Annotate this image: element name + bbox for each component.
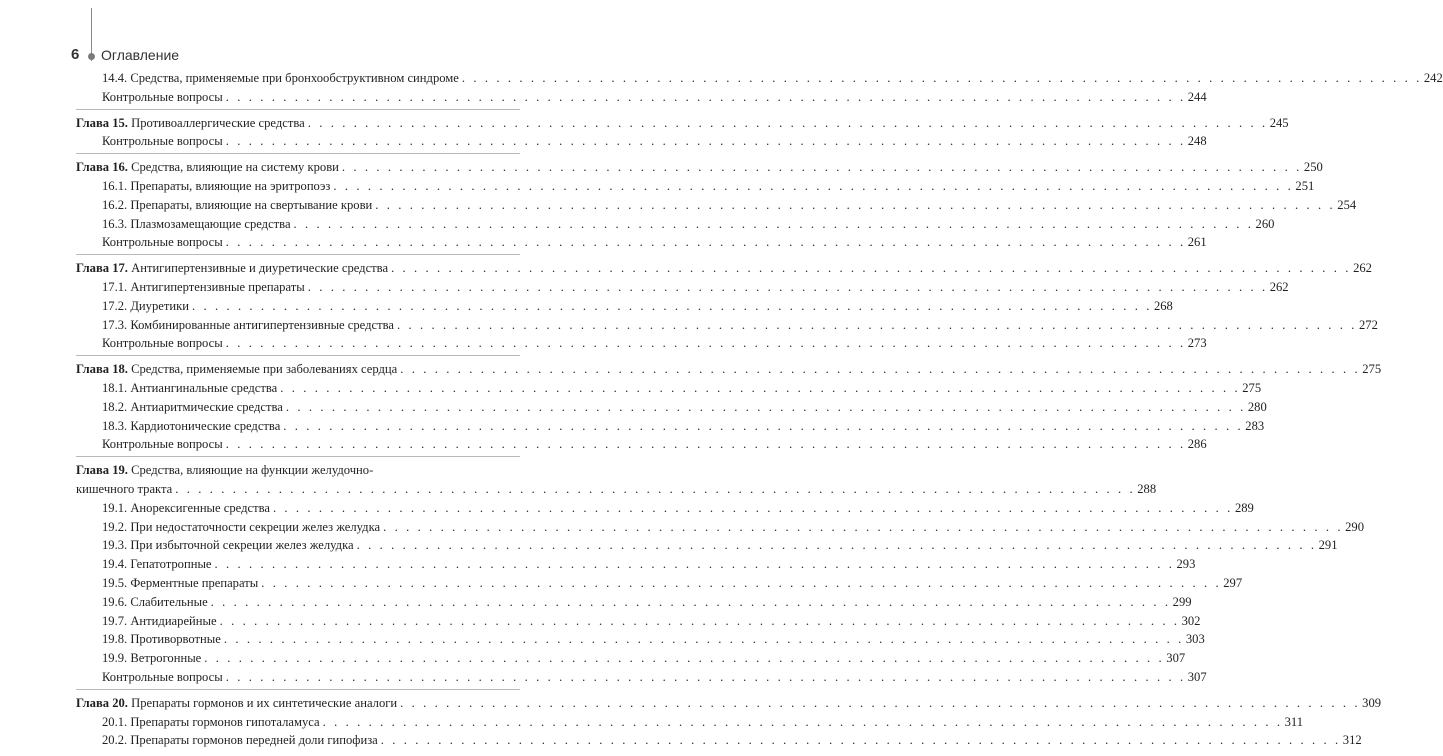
toc-page-number: 293 bbox=[1176, 557, 1196, 572]
toc-group bbox=[76, 158, 1357, 255]
toc-page-number: 242 bbox=[1423, 71, 1443, 85]
toc-entry-text bbox=[102, 297, 189, 316]
toc-entry-text bbox=[102, 177, 330, 196]
toc-chapter-entry-continued[interactable] bbox=[76, 480, 1157, 499]
toc-entry-text bbox=[102, 398, 283, 417]
toc-page-number: 309 bbox=[1362, 695, 1382, 710]
dot-leader bbox=[226, 334, 1186, 353]
toc-chapter-label: Глава 19. bbox=[76, 463, 128, 478]
toc-section-entry[interactable] bbox=[76, 574, 1243, 593]
dot-leader bbox=[357, 536, 1317, 555]
toc-section-title: 19.7. Антидиарейные bbox=[102, 613, 217, 628]
dot-leader bbox=[391, 259, 1351, 278]
toc-section-entry[interactable] bbox=[76, 630, 1205, 649]
toc-group bbox=[76, 259, 1378, 356]
toc-entry-text bbox=[76, 114, 305, 133]
toc-section-title: 18.1. Антиангинальные средства bbox=[102, 380, 278, 395]
toc-page-number: 307 bbox=[1187, 669, 1207, 684]
dot-leader bbox=[400, 694, 1360, 713]
dot-leader bbox=[283, 417, 1243, 436]
toc-page-number: 245 bbox=[1269, 115, 1289, 130]
toc-chapter-title: Средства, влияющие на функции желудочно- bbox=[131, 463, 374, 478]
toc-chapter-entry[interactable] bbox=[76, 360, 1382, 379]
toc-section-title: Контрольные вопросы bbox=[102, 336, 223, 351]
toc-page-number: 275 bbox=[1362, 362, 1382, 377]
toc-group bbox=[76, 461, 1364, 690]
dot-leader bbox=[175, 480, 1135, 499]
toc-chapter-title: Средства, влияющие на систему крови bbox=[131, 160, 339, 175]
dot-leader bbox=[342, 158, 1302, 177]
toc-chapter-label: Глава 20. bbox=[76, 695, 128, 710]
toc-section-entry[interactable] bbox=[76, 69, 1443, 88]
toc-entry-text bbox=[102, 555, 212, 574]
toc-page-number: 290 bbox=[1345, 519, 1364, 534]
toc-page-number: 303 bbox=[1185, 632, 1205, 647]
toc-entry-text bbox=[76, 461, 373, 480]
toc-entry-text bbox=[76, 694, 397, 713]
toc-entry-text bbox=[102, 417, 280, 436]
toc-section-entry[interactable] bbox=[76, 379, 1262, 398]
toc-page-number: 307 bbox=[1166, 651, 1186, 666]
toc-page-number: 289 bbox=[1234, 500, 1254, 515]
toc-chapter-title: Препараты гормонов и их синтетические аналоги bbox=[131, 695, 398, 710]
toc-section-title: 19.4. Гепатотропные bbox=[102, 557, 212, 572]
dot-leader bbox=[323, 713, 1283, 732]
toc-chapter-entry[interactable] bbox=[76, 259, 1372, 278]
toc-page-number: 311 bbox=[1284, 714, 1304, 729]
dot-leader bbox=[226, 88, 1186, 107]
toc-entry-text bbox=[102, 536, 354, 555]
toc-chapter-entry[interactable] bbox=[76, 158, 1323, 177]
toc-entry-text bbox=[76, 360, 397, 379]
toc-section-entry[interactable] bbox=[76, 196, 1357, 215]
toc-page-number: 251 bbox=[1295, 178, 1315, 193]
toc-section-entry[interactable] bbox=[76, 177, 1315, 196]
dot-leader bbox=[204, 649, 1164, 668]
dot-leader bbox=[261, 574, 1221, 593]
toc-entry-text bbox=[102, 88, 223, 107]
toc-section-entry[interactable] bbox=[76, 435, 1207, 454]
toc-group bbox=[76, 114, 1289, 155]
toc-section-entry[interactable] bbox=[76, 233, 1207, 252]
toc-entry-text bbox=[102, 233, 223, 252]
toc-page-number: 272 bbox=[1358, 317, 1378, 332]
toc-entry-text bbox=[102, 316, 394, 335]
dot-leader bbox=[220, 612, 1180, 631]
toc-section-entry[interactable] bbox=[76, 593, 1192, 612]
toc-chapter-entry[interactable] bbox=[76, 694, 1382, 713]
toc-page-number: 248 bbox=[1187, 134, 1207, 149]
toc-section-title: 17.1. Антигипертензивные препараты bbox=[102, 279, 305, 294]
toc-section-entry[interactable] bbox=[76, 668, 1207, 687]
dot-leader bbox=[280, 379, 1240, 398]
toc-entry-text bbox=[102, 649, 201, 668]
toc-page-number: 250 bbox=[1303, 160, 1323, 175]
toc-section-entry[interactable] bbox=[76, 398, 1267, 417]
toc-section-title: Контрольные вопросы bbox=[102, 235, 223, 250]
dot-leader bbox=[273, 499, 1233, 518]
table-of-contents bbox=[76, 69, 1443, 756]
toc-section-title: 19.6. Слабительные bbox=[102, 594, 208, 609]
toc-entry-text bbox=[76, 259, 388, 278]
toc-entry-text bbox=[102, 574, 258, 593]
toc-section-entry[interactable] bbox=[76, 731, 1362, 750]
toc-section-title: 16.3. Плазмозамещающие средства bbox=[102, 216, 291, 231]
dot-leader bbox=[381, 731, 1341, 750]
toc-section-title: 18.2. Антиаритмические средства bbox=[102, 399, 283, 414]
toc-section-entry[interactable] bbox=[76, 713, 1304, 732]
toc-section-title: 19.8. Противорвотные bbox=[102, 632, 221, 647]
toc-page-number: 254 bbox=[1337, 197, 1357, 212]
toc-section-title: 19.5. Ферментные препараты bbox=[102, 575, 259, 590]
toc-page-number: 262 bbox=[1353, 261, 1372, 276]
dot-leader bbox=[192, 297, 1152, 316]
toc-entry-text bbox=[102, 435, 223, 454]
toc-page-number: 262 bbox=[1269, 279, 1289, 294]
toc-page-number: 268 bbox=[1153, 298, 1173, 313]
header-bullet-dot bbox=[88, 53, 95, 60]
toc-section-title: 20.2. Препараты гормонов передней доли гипофиза bbox=[102, 733, 378, 748]
toc-page-number: 280 bbox=[1247, 399, 1267, 414]
toc-section-title: Контрольные вопросы bbox=[102, 669, 223, 684]
toc-entry-text bbox=[102, 593, 208, 612]
running-head: Оглавление bbox=[101, 47, 180, 63]
toc-section-entry[interactable] bbox=[76, 132, 1207, 151]
toc-section-title: 19.9. Ветрогонные bbox=[102, 651, 202, 666]
toc-section-title: Контрольные вопросы bbox=[102, 134, 223, 149]
toc-chapter-label: Глава 17. bbox=[76, 261, 128, 276]
toc-section-title: 19.2. При недостаточности секреции желез желудка bbox=[102, 519, 381, 534]
toc-chapter-title: Противоаллергические средства bbox=[131, 115, 305, 130]
toc-page-number: 275 bbox=[1242, 380, 1262, 395]
dot-leader bbox=[400, 360, 1360, 379]
toc-section-entry[interactable] bbox=[76, 316, 1378, 335]
toc-section-entry[interactable] bbox=[76, 612, 1201, 631]
toc-section-title: 16.1. Препараты, влияющие на эритропоэз bbox=[102, 178, 331, 193]
toc-page-number: 297 bbox=[1223, 575, 1243, 590]
toc-entry-text bbox=[102, 196, 372, 215]
toc-section-entry[interactable] bbox=[76, 417, 1265, 436]
toc-entry-text bbox=[102, 379, 277, 398]
dot-leader bbox=[286, 398, 1246, 417]
toc-chapter-label: Глава 16. bbox=[76, 160, 128, 175]
toc-chapter-title-continued: кишечного тракта bbox=[76, 481, 173, 496]
dot-leader bbox=[211, 593, 1171, 612]
toc-section-entry[interactable] bbox=[76, 649, 1186, 668]
toc-entry-text bbox=[102, 278, 305, 297]
toc-entry-text bbox=[102, 668, 223, 687]
toc-section-title: 17.2. Диуретики bbox=[102, 298, 189, 313]
toc-entry-text bbox=[76, 158, 339, 177]
toc-section-entry[interactable] bbox=[76, 518, 1364, 537]
toc-section-entry[interactable] bbox=[76, 278, 1289, 297]
toc-entry-text bbox=[102, 69, 459, 88]
toc-chapter-entry[interactable] bbox=[76, 461, 520, 480]
toc-page-number: 260 bbox=[1255, 216, 1275, 231]
toc-section-title: 20.1. Препараты гормонов гипоталамуса bbox=[102, 714, 320, 729]
toc-section-title: 19.3. При избыточной секреции желез желудка bbox=[102, 538, 354, 553]
toc-entry-text bbox=[102, 334, 223, 353]
toc-section-entry[interactable] bbox=[76, 536, 1338, 555]
toc-page-number: 261 bbox=[1187, 235, 1207, 250]
toc-entry-text bbox=[102, 499, 270, 518]
dot-leader bbox=[226, 668, 1186, 687]
dot-leader bbox=[215, 555, 1175, 574]
toc-page-number: 291 bbox=[1318, 538, 1338, 553]
toc-page-number: 244 bbox=[1187, 89, 1207, 104]
toc-entry-text bbox=[102, 612, 217, 631]
toc-page-number: 312 bbox=[1342, 733, 1362, 748]
toc-chapter-title: Средства, применяемые при заболеваниях сердца bbox=[131, 362, 398, 377]
toc-section-entry[interactable] bbox=[76, 88, 1207, 107]
dot-leader bbox=[226, 233, 1186, 252]
toc-section-title: 18.3. Кардиотонические средства bbox=[102, 418, 281, 433]
toc-section-title: 17.3. Комбинированные антигипертензивные средства bbox=[102, 317, 394, 332]
toc-page-number: 299 bbox=[1172, 594, 1192, 609]
toc-entry-text bbox=[102, 518, 380, 537]
toc-group bbox=[76, 694, 1382, 752]
dot-leader bbox=[294, 215, 1254, 234]
toc-entry-text bbox=[102, 630, 221, 649]
dot-leader bbox=[383, 518, 1343, 537]
toc-entry-text bbox=[102, 731, 378, 750]
toc-chapter-label: Глава 18. bbox=[76, 362, 128, 377]
toc-page-number: 302 bbox=[1181, 613, 1201, 628]
toc-page-number: 283 bbox=[1245, 418, 1265, 433]
toc-section-entry[interactable] bbox=[76, 334, 1207, 353]
dot-leader bbox=[226, 435, 1186, 454]
dot-leader bbox=[333, 177, 1293, 196]
toc-section-title: Контрольные вопросы bbox=[102, 437, 223, 452]
toc-group bbox=[76, 69, 1443, 110]
dot-leader bbox=[226, 132, 1186, 151]
dot-leader bbox=[375, 196, 1335, 215]
toc-chapter-label: Глава 15. bbox=[76, 115, 128, 130]
toc-entry-text bbox=[102, 132, 223, 151]
toc-chapter-entry[interactable] bbox=[76, 114, 1289, 133]
dot-leader bbox=[308, 114, 1268, 133]
dot-leader bbox=[308, 278, 1268, 297]
toc-section-title: 16.2. Препараты, влияющие на свертывание крови bbox=[102, 197, 373, 212]
toc-section-title: Контрольные вопросы bbox=[102, 89, 223, 104]
dot-leader bbox=[462, 69, 1422, 88]
toc-section-entry[interactable] bbox=[76, 297, 1173, 316]
toc-page-number: 288 bbox=[1137, 481, 1157, 496]
toc-group bbox=[76, 360, 1382, 457]
toc-section-title: 19.1. Анорексигенные средства bbox=[102, 500, 270, 515]
toc-chapter-title: Антигипертензивные и диуретические средства bbox=[131, 261, 389, 276]
toc-section-entry[interactable] bbox=[76, 499, 1254, 518]
toc-entry-text bbox=[102, 713, 320, 732]
toc-section-entry[interactable] bbox=[76, 215, 1275, 234]
page-number: 6 bbox=[71, 46, 80, 63]
toc-section-entry[interactable] bbox=[76, 555, 1196, 574]
toc-section-title: 14.4. Средства, применяемые при бронхообструктивном синдроме bbox=[102, 71, 459, 85]
dot-leader bbox=[224, 630, 1184, 649]
toc-page-number: 273 bbox=[1187, 336, 1207, 351]
dot-leader bbox=[397, 316, 1357, 335]
toc-entry-text bbox=[102, 215, 291, 234]
toc-page-number: 286 bbox=[1187, 437, 1207, 452]
